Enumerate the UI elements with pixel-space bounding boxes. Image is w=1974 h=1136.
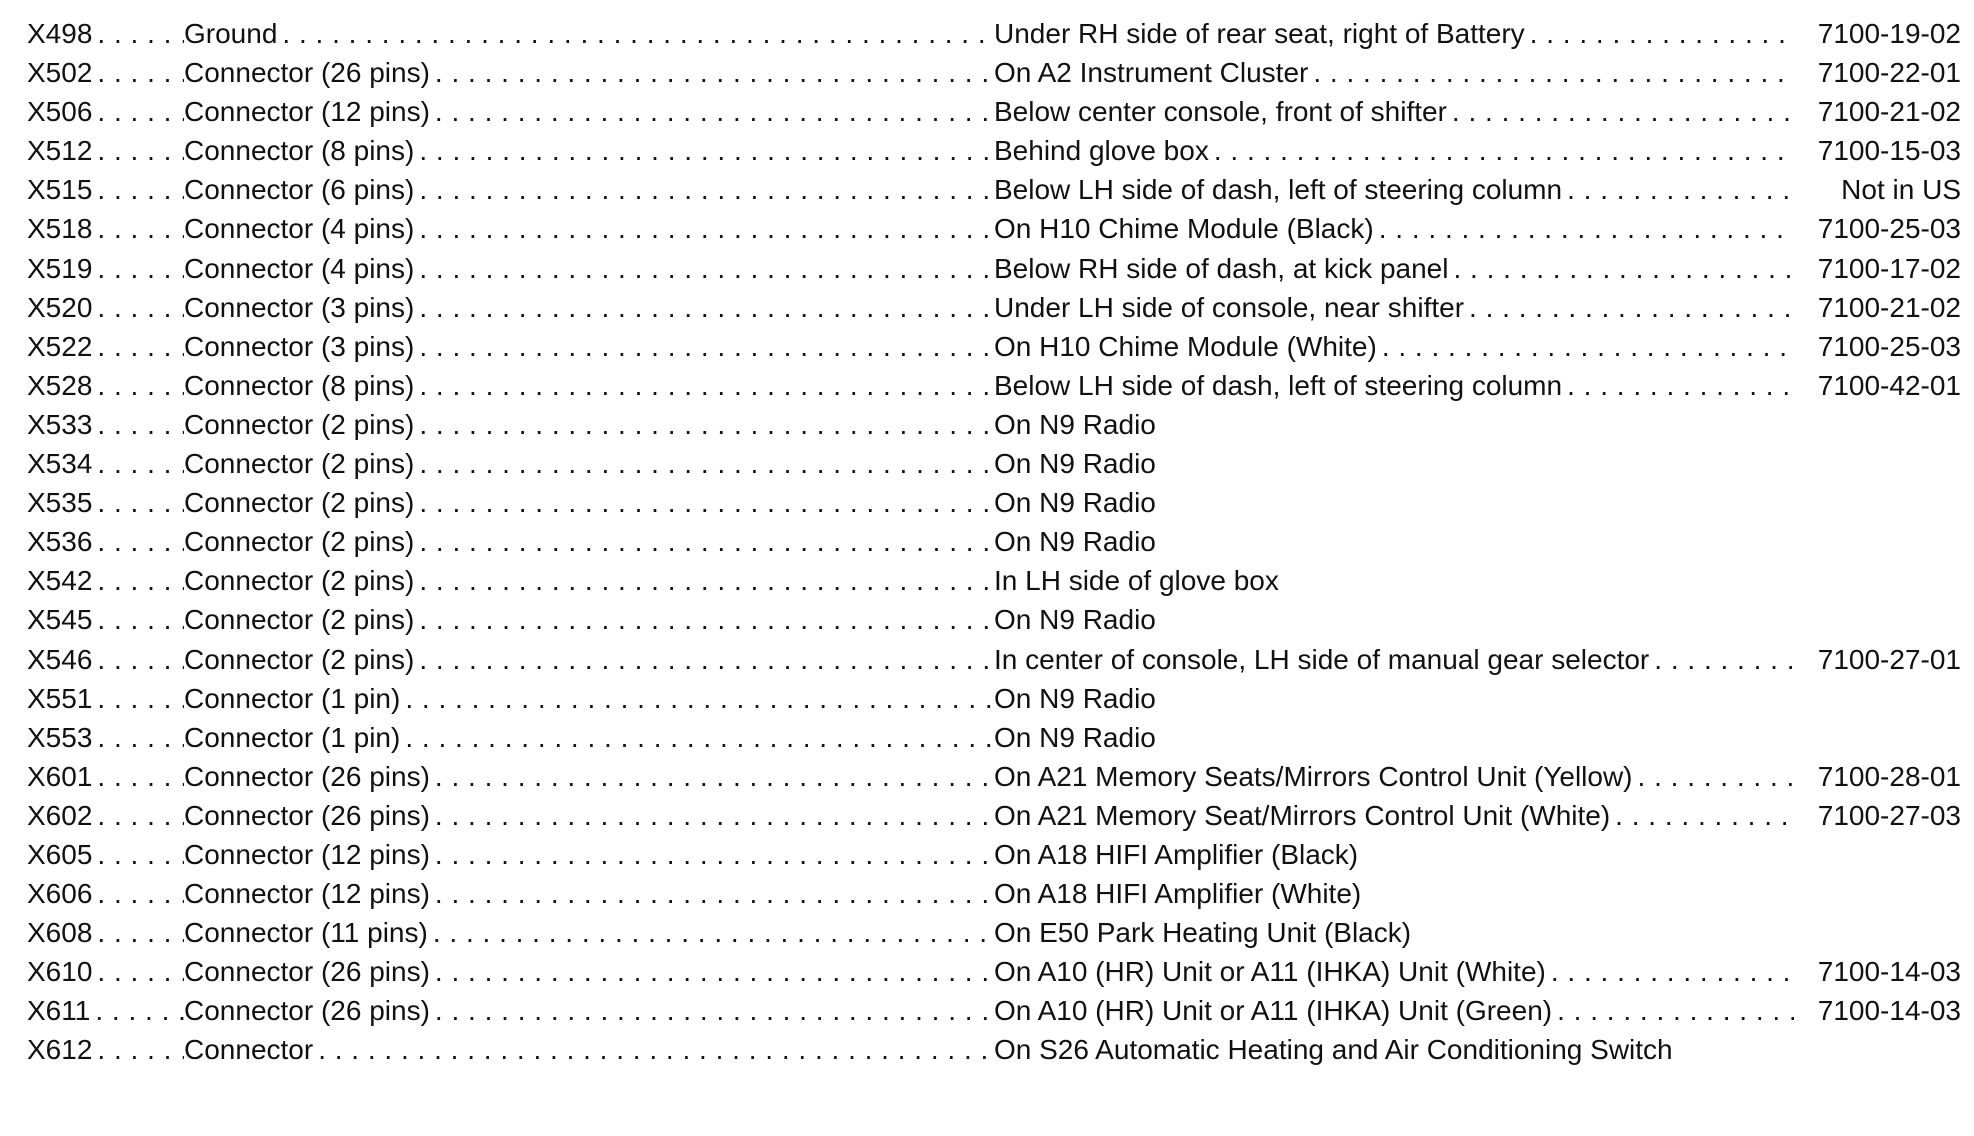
location-cell: [994, 444, 1794, 483]
connector-code: X542: [27, 565, 97, 596]
connector-code: X606: [27, 878, 97, 909]
component-cell: [184, 757, 994, 796]
connector-code: X522: [27, 331, 97, 362]
location-cell: [994, 405, 1794, 444]
location-cell: [994, 952, 1794, 991]
component-cell: [184, 640, 994, 679]
connector-code-cell: [27, 405, 184, 444]
connector-code-cell: [27, 1030, 184, 1069]
table-row: [27, 444, 1961, 483]
location-description: On N9 Radio: [994, 408, 1156, 440]
connector-code-cell: [27, 600, 184, 639]
table-row: [27, 874, 1961, 913]
location-description: On N9 Radio: [994, 721, 1156, 753]
reference-number: 7100-42-01: [1817, 369, 1961, 401]
component-description: Connector (3 pins): [184, 292, 419, 323]
table-row: [27, 757, 1961, 796]
location-description: On A21 Memory Seats/Mirrors Control Unit (Yellow): [994, 761, 1638, 792]
component-cell: [184, 92, 994, 131]
location-description: On A18 HIFI Amplifier (Black): [994, 838, 1359, 870]
location-description: On A10 (HR) Unit or A11 (IHKA) Unit (Green): [994, 995, 1557, 1026]
table-row: [27, 835, 1961, 874]
location-cell: [994, 131, 1794, 170]
location-description: On A18 HIFI Amplifier (White): [994, 878, 1362, 910]
component-description: Connector (12 pins): [184, 878, 435, 909]
connector-code: X611: [27, 995, 95, 1026]
location-description: In center of console, LH side of manual gear selector: [994, 644, 1654, 675]
connector-code-cell: [27, 209, 184, 248]
location-cell: [994, 522, 1794, 561]
component-description: Connector (2 pins): [184, 644, 419, 675]
component-description: Connector (4 pins): [184, 253, 419, 284]
connector-code: X612: [27, 1034, 97, 1065]
table-row: [27, 366, 1961, 405]
location-cell: [994, 835, 1794, 874]
connector-code: X546: [27, 644, 97, 675]
location-description: Below center console, front of shifter: [994, 96, 1452, 127]
connector-code: X512: [27, 135, 97, 166]
connector-code-cell: [27, 835, 184, 874]
location-description: Below LH side of dash, left of steering column: [994, 174, 1567, 205]
connector-code: X551: [27, 683, 97, 714]
table-row: [27, 913, 1961, 952]
component-cell: [184, 209, 994, 248]
location-description: Below LH side of dash, left of steering column: [994, 370, 1567, 401]
connector-code-cell: [27, 483, 184, 522]
component-cell: [184, 288, 994, 327]
component-description: Connector (8 pins): [184, 370, 419, 401]
connector-code-cell: [27, 444, 184, 483]
connector-code-cell: [27, 522, 184, 561]
connector-code: X506: [27, 96, 97, 127]
location-description: Under RH side of rear seat, right of Battery: [994, 18, 1530, 49]
component-description: Connector (2 pins): [184, 526, 419, 557]
component-description: Connector (11 pins): [184, 917, 433, 948]
connector-code: X608: [27, 917, 97, 948]
location-cell: [994, 249, 1794, 288]
connector-code: X601: [27, 761, 97, 792]
location-cell: [994, 718, 1794, 757]
table-row: [27, 522, 1961, 561]
connector-code-cell: [27, 874, 184, 913]
component-cell: [184, 718, 994, 757]
component-cell: [184, 952, 994, 991]
location-description: Under LH side of console, near shifter: [994, 292, 1469, 323]
reference-number: 7100-14-03: [1817, 995, 1961, 1027]
connector-code: X520: [27, 292, 97, 323]
table-row: [27, 991, 1961, 1030]
location-description: On N9 Radio: [994, 448, 1156, 480]
location-description: On A21 Memory Seat/Mirrors Control Unit (White): [994, 800, 1615, 831]
location-description: Behind glove box: [994, 135, 1214, 166]
connector-code: X535: [27, 487, 97, 518]
reference-number: 7100-15-03: [1817, 135, 1961, 167]
location-cell: [994, 561, 1794, 600]
component-description: Connector (4 pins): [184, 213, 419, 244]
connector-code: X519: [27, 253, 97, 284]
location-cell: [994, 366, 1794, 405]
location-description: On N9 Radio: [994, 604, 1156, 636]
connector-code-cell: [27, 757, 184, 796]
location-cell: [994, 209, 1794, 248]
connector-code-cell: [27, 913, 184, 952]
table-row: [27, 1030, 1961, 1069]
component-description: Connector (2 pins): [184, 487, 419, 518]
location-description: On E50 Park Heating Unit (Black): [994, 917, 1412, 949]
reference-number: Not in US: [1841, 174, 1961, 206]
location-cell: [994, 757, 1794, 796]
connector-code-cell: [27, 952, 184, 991]
reference-number: 7100-22-01: [1817, 57, 1961, 89]
component-cell: [184, 405, 994, 444]
component-description: Connector (2 pins): [184, 604, 419, 635]
component-description: Connector (2 pins): [184, 409, 419, 440]
component-cell: [184, 600, 994, 639]
connector-code: X605: [27, 839, 97, 870]
component-cell: [184, 170, 994, 209]
component-description: Connector: [184, 1034, 318, 1065]
table-row: [27, 92, 1961, 131]
component-cell: [184, 53, 994, 92]
table-row: [27, 952, 1961, 991]
location-description: On S26 Automatic Heating and Air Conditioning Switch: [994, 1034, 1673, 1066]
location-description: On N9 Radio: [994, 526, 1156, 558]
component-cell: [184, 991, 994, 1030]
component-description: Connector (2 pins): [184, 565, 419, 596]
connector-code: X534: [27, 448, 97, 479]
table-row: [27, 796, 1961, 835]
component-cell: [184, 874, 994, 913]
component-cell: [184, 483, 994, 522]
component-cell: [184, 796, 994, 835]
connector-code-cell: [27, 288, 184, 327]
component-description: Connector (26 pins): [184, 57, 435, 88]
connector-code: X602: [27, 800, 97, 831]
component-description: Connector (26 pins): [184, 956, 435, 987]
connector-code: X553: [27, 722, 97, 753]
table-row: [27, 483, 1961, 522]
component-cell: [184, 327, 994, 366]
table-row: [27, 327, 1961, 366]
component-description: Connector (12 pins): [184, 839, 435, 870]
reference-number: 7100-27-01: [1817, 643, 1961, 675]
connector-code-cell: [27, 366, 184, 405]
location-description: On H10 Chime Module (White): [994, 331, 1382, 362]
component-description: Connector (6 pins): [184, 174, 419, 205]
continuation-row: [27, 1070, 1961, 1109]
location-description: On A10 (HR) Unit or A11 (IHKA) Unit (White): [994, 956, 1551, 987]
reference-number: 7100-25-03: [1817, 330, 1961, 362]
connector-code-cell: [27, 796, 184, 835]
component-cell: [184, 679, 994, 718]
connector-code: X502: [27, 57, 97, 88]
component-description: Connector (26 pins): [184, 761, 435, 792]
location-cell: [994, 796, 1794, 835]
table-row: [27, 718, 1961, 757]
table-row: [27, 600, 1961, 639]
reference-number: 7100-19-02: [1817, 18, 1961, 49]
component-description: Connector (1 pin): [184, 722, 405, 753]
location-cell: [994, 640, 1794, 679]
location-cell: [994, 14, 1794, 53]
location-cell: [994, 913, 1794, 952]
component-description: Connector (8 pins): [184, 135, 419, 166]
component-description: Ground: [184, 18, 282, 49]
table-row: [27, 561, 1961, 600]
component-cell: [184, 1030, 994, 1069]
table-row: [27, 209, 1961, 248]
location-description: On N9 Radio: [994, 682, 1156, 714]
connector-table: [27, 14, 1961, 1109]
component-description: Connector (1 pin): [184, 683, 405, 714]
table-row: [27, 170, 1961, 209]
connector-code-cell: [27, 561, 184, 600]
location-cell: [994, 600, 1794, 639]
connector-code: X545: [27, 604, 97, 635]
component-cell: [184, 249, 994, 288]
connector-code-cell: [27, 718, 184, 757]
component-cell: [184, 913, 994, 952]
location-cell: [994, 92, 1794, 131]
connector-code: X610: [27, 956, 97, 987]
component-description: Connector (12 pins): [184, 96, 435, 127]
location-description: On N9 Radio: [994, 487, 1156, 519]
connector-code: X536: [27, 526, 97, 557]
table-row: [27, 405, 1961, 444]
location-cell: [994, 679, 1794, 718]
connector-code-cell: [27, 92, 184, 131]
component-cell: [184, 366, 994, 405]
location-cell: [994, 170, 1794, 209]
component-cell: [184, 835, 994, 874]
connector-code: X515: [27, 174, 97, 205]
component-description: Connector (26 pins): [184, 800, 435, 831]
component-cell: [184, 444, 994, 483]
component-cell: [184, 14, 994, 53]
reference-number: 7100-21-02: [1817, 291, 1961, 323]
connector-code-cell: [27, 991, 184, 1030]
connector-code-cell: [27, 53, 184, 92]
reference-number: 7100-28-01: [1817, 760, 1961, 792]
component-cell: [184, 561, 994, 600]
connector-code: X528: [27, 370, 97, 401]
location-description: On H10 Chime Module (Black): [994, 213, 1379, 244]
location-cell: [994, 991, 1794, 1030]
reference-number: 7100-21-02: [1817, 96, 1961, 128]
connector-code-cell: [27, 131, 184, 170]
connector-code-cell: [27, 249, 184, 288]
reference-number: 7100-27-03: [1817, 799, 1961, 831]
location-cell: [994, 288, 1794, 327]
location-cell: [994, 1030, 1794, 1069]
table-row: [27, 53, 1961, 92]
table-row: [27, 14, 1961, 53]
component-description: Connector (3 pins): [184, 331, 419, 362]
component-cell: [184, 131, 994, 170]
location-description: In LH side of glove box: [994, 565, 1279, 597]
connector-code-cell: [27, 679, 184, 718]
connector-code-cell: [27, 170, 184, 209]
connector-code: X518: [27, 213, 97, 244]
location-cell: [994, 483, 1794, 522]
connector-code-cell: [27, 640, 184, 679]
location-cell: [994, 327, 1794, 366]
location-cell: [994, 53, 1794, 92]
connector-code-cell: [27, 14, 184, 53]
location-cell: [994, 874, 1794, 913]
table-row: [27, 288, 1961, 327]
reference-number: 7100-14-03: [1817, 956, 1961, 988]
location-description: Below RH side of dash, at kick panel: [994, 253, 1453, 284]
component-cell: [184, 522, 994, 561]
reference-number: 7100-25-03: [1817, 213, 1961, 245]
table-row: [27, 679, 1961, 718]
table-row: [27, 131, 1961, 170]
connector-code-cell: [27, 327, 184, 366]
location-description: On A2 Instrument Cluster: [994, 57, 1313, 88]
connector-code: X498: [27, 18, 97, 49]
component-description: Connector (26 pins): [184, 995, 435, 1026]
table-row: [27, 640, 1961, 679]
connector-code: X533: [27, 409, 97, 440]
reference-number: 7100-17-02: [1817, 252, 1961, 284]
component-description: Connector (2 pins): [184, 448, 419, 479]
table-row: [27, 249, 1961, 288]
